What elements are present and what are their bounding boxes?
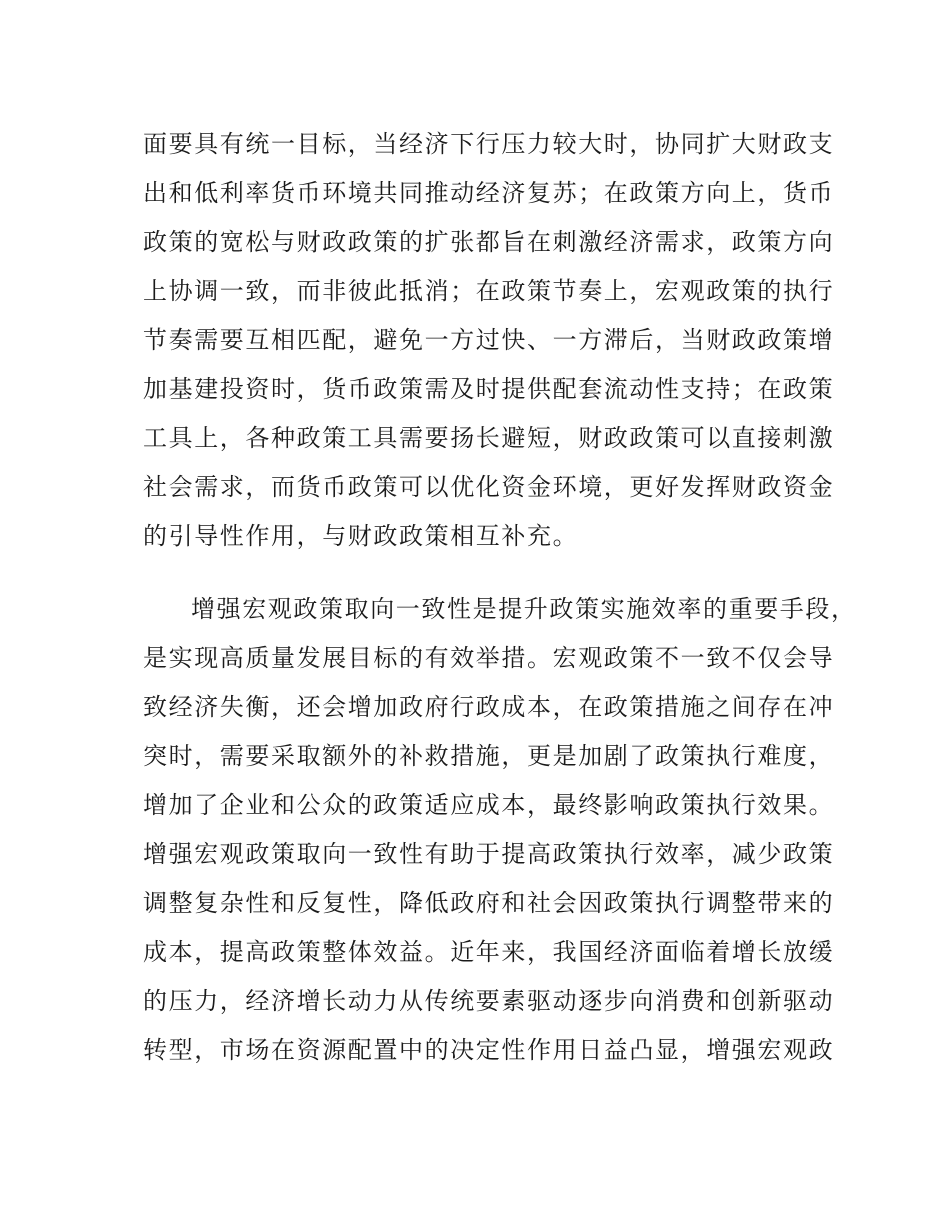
text-line: 加基建投资时，货币政策需及时提供配套流动性支持；在政策 xyxy=(143,375,835,403)
text-line: 的引导性作用，与财政政策相互补充。 xyxy=(143,522,579,550)
text-line: 上协调一致，而非彼此抵消；在政策节奏上，宏观政策的执行 xyxy=(143,277,835,305)
text-line: 出和低利率货币环境共同推动经济复苏；在政策方向上，货币 xyxy=(143,179,835,207)
text-line: 调整复杂性和反复性，降低政府和社会因政策执行调整带来的 xyxy=(143,889,835,917)
text-line: 致经济失衡，还会增加政府行政成本，在政策措施之间存在冲 xyxy=(143,693,835,721)
text-line: 突时，需要采取额外的补救措施，更是加剧了政策执行难度， xyxy=(143,742,835,770)
text-line: 成本，提高政策整体效益。近年来，我国经济面临着增长放缓 xyxy=(143,938,835,966)
text-line: 节奏需要互相匹配，避免一方过快、一方滞后，当财政政策增 xyxy=(143,326,835,354)
text-line: 增加了企业和公众的政策适应成本，最终影响政策执行效果。 xyxy=(143,791,835,819)
text-line: 工具上，各种政策工具需要扬长避短，财政政策可以直接刺激 xyxy=(143,424,835,452)
text-line: 社会需求，而货币政策可以优化资金环境，更好发挥财政资金 xyxy=(143,473,835,501)
text-line: 面要具有统一目标，当经济下行压力较大时，协同扩大财政支 xyxy=(143,130,835,158)
paragraph-spacer xyxy=(143,561,833,585)
paragraph-1 xyxy=(143,120,833,561)
text-line: 是实现高质量发展目标的有效举措。宏观政策不一致不仅会导 xyxy=(143,644,835,672)
text-line-first-indent: 增强宏观政策取向一致性是提升政策实施效率的重要手段， xyxy=(191,595,857,623)
text-line: 转型，市场在资源配置中的决定性作用日益凸显，增强宏观政 xyxy=(143,1036,835,1064)
text-line: 政策的宽松与财政政策的扩张都旨在刺激经济需求，政策方向 xyxy=(143,228,835,256)
text-line: 增强宏观政策取向一致性有助于提高政策执行效率，减少政策 xyxy=(143,840,835,868)
paragraph-2 xyxy=(143,585,857,1075)
text-line: 的压力，经济增长动力从传统要素驱动逐步向消费和创新驱动 xyxy=(143,987,835,1015)
document-body xyxy=(143,120,857,1075)
